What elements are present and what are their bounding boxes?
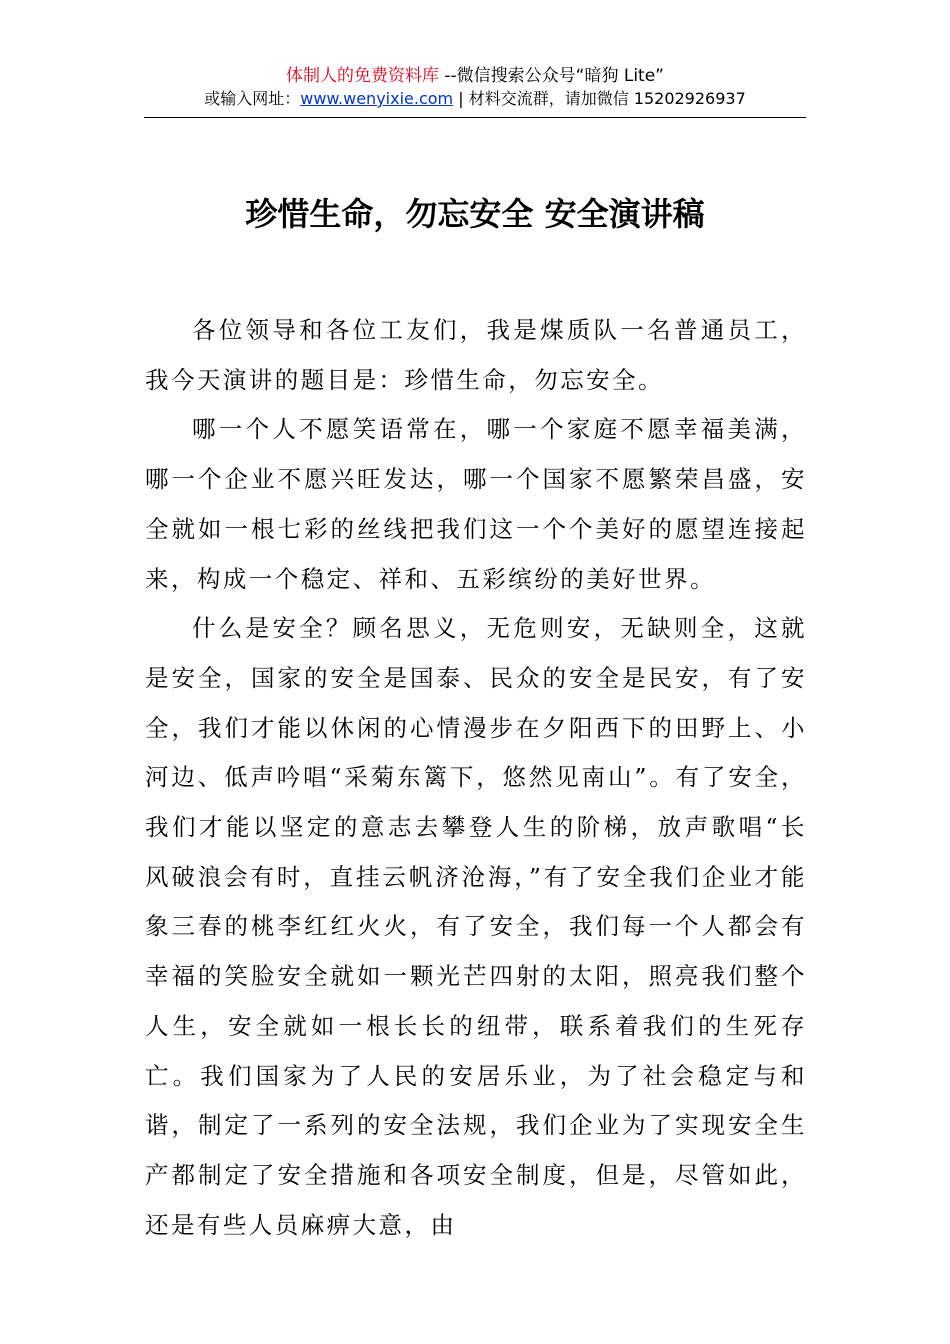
header-contact-info: 材料交流群，请加微信 15202926937 — [468, 89, 746, 108]
paragraph: 各位领导和各位工友们，我是煤质队一名普通员工，我今天演讲的题目是：珍惜生命，勿忘安全。 — [145, 316, 807, 394]
paragraph: 什么是安全？顾名思义，无危则安，无缺则全，这就是安全，国家的安全是国泰、民众的安全是民安，有了安全，我们才能以休闲的心情漫步在夕阳西下的田野上、小河边、低声吟唱“采菊东篱下，悠然见南山”。有了安全，我们才能以坚定的意志去攀登人生的阶梯，放声歌唱“长风破浪会有时，直挂云帆济沧海，”有了安全我们企业才能象三春的桃李红红火火，有了安全，我们每一个人都会有幸福的笑脸安全就如一颗光芒四射的太阳，照亮我们整个人生，安全就如一根长长的纽带，联系着我们的生死存亡。我们国家为了人民的安居乐业，为了社会稳定与和谐，制定了一系列的安全法规，我们企业为了实现安全生产都制定了安全措施和各项安全制度，但是，尽管如此，还是有些人员麻痹大意，由 — [145, 614, 807, 1239]
header-wechat-prompt: --微信搜索公众号“暗狗 Lite” — [438, 66, 664, 86]
paragraph: 哪一个人不愿笑语常在，哪一个家庭不愿幸福美满，哪一个企业不愿兴旺发达，哪一个国家不愿繁荣昌盛，安全就如一根七彩的丝线把我们这一个个美好的愿望连接起来，构成一个稳定、祥和、五彩缤纷的美好世界。 — [145, 415, 807, 593]
header-promo-line — [144, 64, 806, 88]
page-header — [144, 64, 806, 110]
header-url-label: 或输入网址： — [204, 89, 301, 108]
header-contact-line — [144, 88, 806, 110]
header-brand: 体制人的免费资料库 — [285, 66, 439, 86]
document-body — [145, 306, 807, 1250]
header-divider — [144, 117, 806, 118]
header-separator: | — [453, 89, 469, 108]
document-title: 珍惜生命，勿忘安全 安全演讲稿 — [245, 195, 705, 234]
header-website-link[interactable]: www.wenyixie.com — [300, 89, 454, 108]
